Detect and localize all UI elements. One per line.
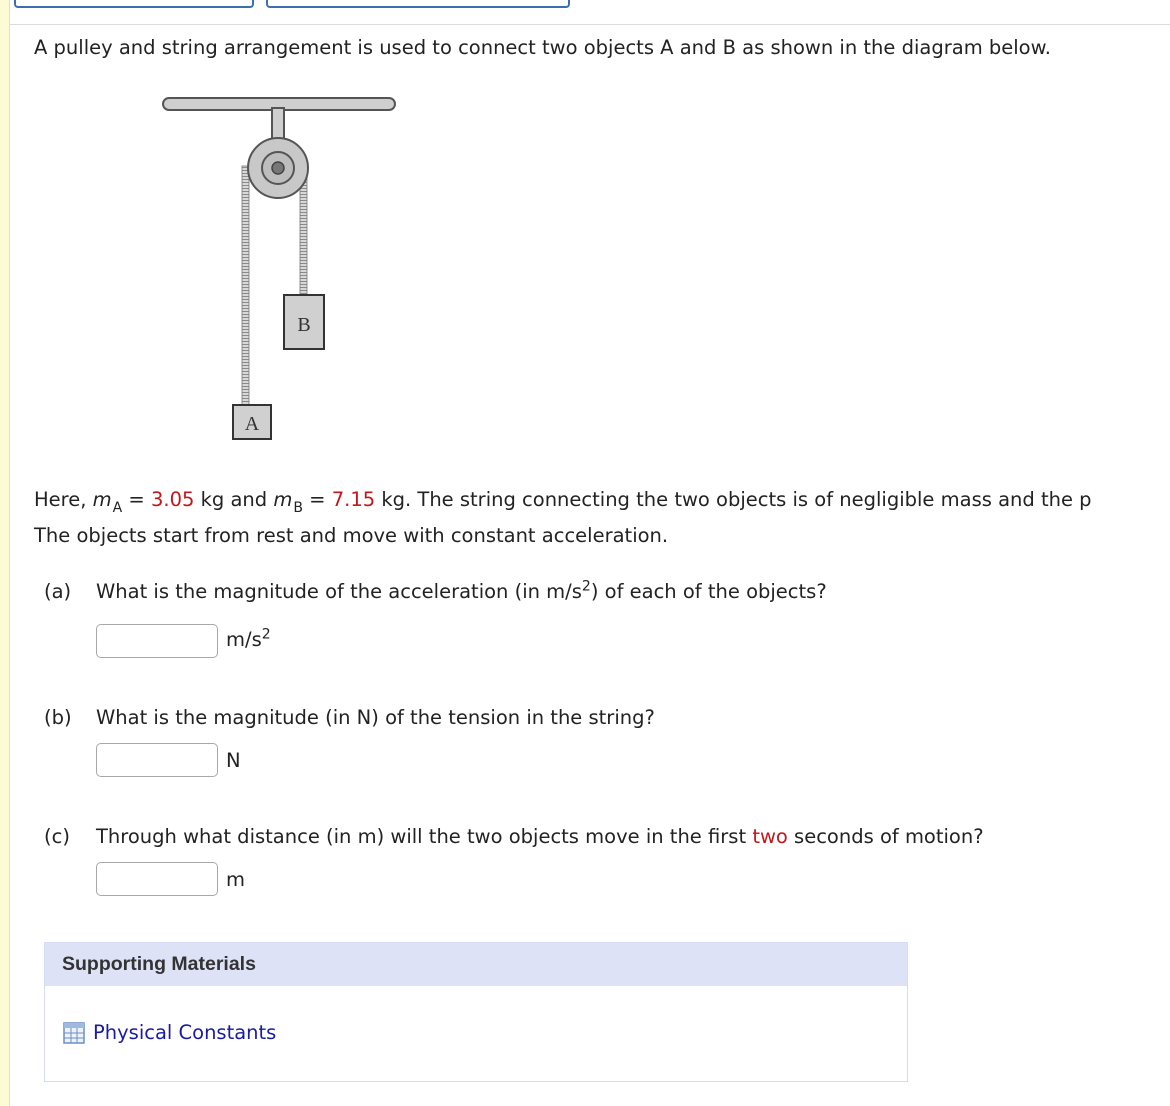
mass-a-subscript: A bbox=[112, 500, 123, 516]
part-c-text-end: seconds of motion? bbox=[787, 825, 984, 848]
answer-input-b[interactable] bbox=[96, 743, 218, 777]
physical-constants-link[interactable] bbox=[63, 1021, 276, 1044]
part-a-sup: 2 bbox=[581, 578, 591, 595]
pulley-diagram bbox=[150, 88, 410, 448]
given-line-2: The objects start from rest and move with constant acceleration. bbox=[34, 524, 669, 547]
supporting-materials-title: Supporting Materials bbox=[45, 943, 907, 986]
question-b bbox=[44, 706, 655, 729]
answer-input-c[interactable] bbox=[96, 862, 218, 896]
unit-a-sup: 2 bbox=[261, 626, 271, 643]
left-margin-stripe bbox=[0, 0, 10, 1106]
mass-a-symbol: m bbox=[92, 488, 112, 511]
part-b-label: (b) bbox=[44, 706, 72, 729]
part-a-text-end: ) of each of the objects? bbox=[590, 580, 827, 603]
intro-text: A pulley and string arrangement is used to connect two objects A and B as shown in the diagram below. bbox=[34, 36, 1051, 59]
physical-constants-label: Physical Constants bbox=[93, 1021, 277, 1044]
part-c-label: (c) bbox=[44, 825, 70, 848]
equals-a: = bbox=[122, 488, 151, 511]
part-a-label: (a) bbox=[44, 580, 72, 603]
part-c-text: Through what distance (in m) will the two objects move in the first bbox=[96, 825, 753, 848]
unit-c: m bbox=[226, 868, 245, 891]
block-b-label: B bbox=[297, 314, 311, 336]
previous-panel-edge bbox=[14, 0, 254, 8]
question-c bbox=[44, 825, 984, 848]
mass-a-value: 3.05 bbox=[150, 488, 195, 511]
mass-b-value: 7.15 bbox=[331, 488, 376, 511]
block-a-label: A bbox=[244, 413, 260, 435]
top-divider bbox=[10, 24, 1170, 25]
given-prefix: Here, bbox=[34, 488, 93, 511]
part-c-highlight: two bbox=[752, 825, 788, 848]
unit-a-text: m/s bbox=[226, 628, 262, 651]
mass-b-symbol: m bbox=[273, 488, 293, 511]
unit-a bbox=[226, 628, 271, 651]
question-a bbox=[44, 580, 827, 603]
part-b-text: What is the magnitude (in N) of the tension in the string? bbox=[96, 706, 655, 729]
answer-input-a[interactable] bbox=[96, 624, 218, 658]
rope-left bbox=[242, 166, 249, 406]
equals-b: = bbox=[302, 488, 332, 511]
given-rest-text: kg. The string connecting the two objects is of negligible mass and the p bbox=[375, 488, 1092, 511]
unit-b: N bbox=[226, 749, 241, 772]
mass-b-subscript: B bbox=[293, 500, 303, 516]
part-a-text: What is the magnitude of the acceleration (in m/s bbox=[96, 580, 582, 603]
supporting-materials-panel bbox=[44, 942, 908, 1082]
kg-and-text: kg and bbox=[194, 488, 274, 511]
given-values bbox=[34, 488, 1092, 516]
pulley-axle bbox=[272, 162, 284, 174]
previous-panel-edge-2 bbox=[266, 0, 570, 8]
table-icon bbox=[63, 1022, 85, 1044]
